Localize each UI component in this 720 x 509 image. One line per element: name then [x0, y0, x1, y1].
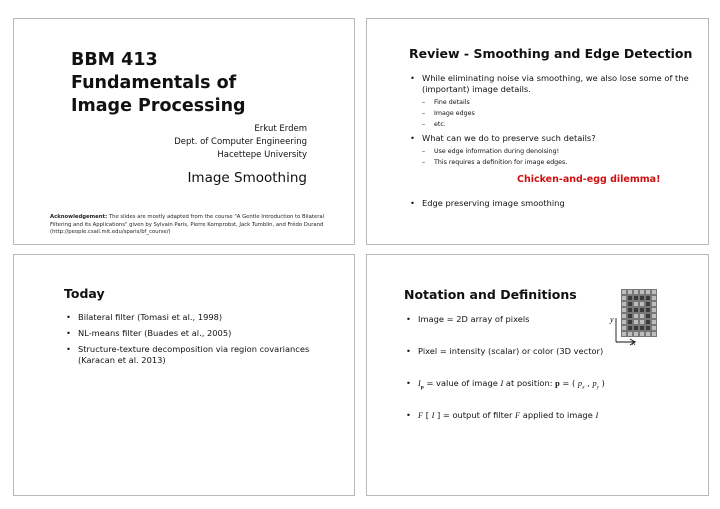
title-line-2: Image Processing	[71, 96, 246, 116]
b3-comma: ,	[584, 378, 593, 388]
title-line-1: Fundamentals of	[71, 73, 237, 93]
symbol-x-sub: x	[582, 384, 585, 391]
symbol-p: p	[555, 379, 560, 388]
symbol-p-sub: p	[420, 384, 424, 391]
review-title: Review - Smoothing and Edge Detection	[409, 46, 693, 61]
review-bullets	[408, 73, 703, 171]
review-bullet-1-line-1: • While eliminating noise via smoothing, we also lose some of the	[422, 73, 689, 83]
notation-bullet-3	[404, 378, 694, 394]
symbol-I-2: I	[500, 379, 504, 388]
b3-eq: = (	[559, 378, 578, 388]
notation-bullet-2: • Pixel = intensity (scalar) or color (3D vector)	[404, 346, 634, 357]
b3-text-2: at position:	[503, 378, 556, 388]
b4-text: = output of filter	[440, 410, 516, 420]
symbol-F-2: F	[515, 411, 521, 420]
notation-bullet-4	[404, 410, 694, 421]
course-code: BBM 413	[71, 50, 158, 70]
notation-bullet-1: • Image = 2D array of pixels	[404, 314, 614, 325]
author-name: Erkut Erdem	[254, 124, 307, 134]
symbol-F: F	[418, 411, 424, 420]
b4-bracket-close: ]	[434, 410, 441, 420]
symbol-py: p	[592, 379, 597, 388]
review-bullet-1	[408, 73, 703, 130]
symbol-y-sub: y	[596, 384, 600, 391]
pixel-cell	[651, 331, 657, 337]
today-bullet-1: • Bilateral filter (Tomasi et al., 1998)	[64, 312, 349, 323]
today-title: Today	[64, 286, 105, 301]
review-sub-4: – Use edge information during denoising!	[422, 146, 703, 157]
review-bullet-3-wrap	[408, 198, 703, 209]
ack-line-2: Filtering and its Applications" given by Sylvain Paris, Pierre Kornprobst, Jack Tumblin, and Frédo Durand	[50, 221, 324, 228]
today-bullet-3	[64, 344, 349, 366]
review-sub-2: – Image edges	[422, 108, 703, 119]
ack-label: Acknowledgement:	[50, 214, 108, 220]
today-bullet-3-line-1: • Structure-texture decomposition via region covariances	[78, 344, 310, 354]
chicken-egg-highlight: Chicken-and-egg dilemma!	[517, 174, 661, 185]
b3-close: )	[599, 378, 605, 388]
acknowledgement	[50, 214, 350, 237]
symbol-I-3: I	[431, 411, 435, 420]
author-university: Hacettepe University	[217, 150, 307, 160]
lecture-topic: Image Smoothing	[187, 170, 307, 186]
today-bullet-3-line-2: (Karacan et al. 2013)	[78, 355, 166, 365]
b4-text-2: applied to image	[520, 410, 596, 420]
review-bullet-3: • Edge preserving image smoothing	[408, 198, 703, 209]
ack-line-3: (http://people.csail.mit.edu/sparis/bf_course/)	[50, 229, 171, 235]
notation-bullet-1-wrap	[404, 314, 614, 325]
notation-title: Notation and Definitions	[404, 287, 577, 302]
review-sub-5: – This requires a definition for image edges.	[422, 157, 703, 168]
axis-y-label: y	[610, 315, 614, 324]
review-sub-1: – Fine details	[422, 97, 703, 108]
axis-x-label: x	[632, 338, 636, 347]
review-bullet-1-line-2: (important) image details.	[422, 84, 531, 94]
symbol-px: p	[577, 379, 583, 388]
b3-text: = value of image	[423, 378, 501, 388]
notation-bullet-2-wrap	[404, 346, 634, 357]
review-bullet-2	[408, 133, 703, 168]
symbol-I: I	[418, 379, 421, 388]
notation-bullet-3-wrap	[404, 378, 694, 394]
b4-bracket-open: [	[423, 410, 432, 420]
symbol-I-4: I	[595, 411, 599, 420]
review-sub-3: – etc.	[422, 119, 703, 130]
today-bullets	[64, 312, 349, 366]
ack-line-1: The slides are mostly adapted from the course "A Gentle Introduction to Bilateral	[108, 214, 325, 220]
today-bullet-2: • NL-means filter (Buades et al., 2005)	[64, 328, 349, 339]
review-bullet-2-text: • What can we do to preserve such details?	[422, 133, 596, 143]
notation-bullet-4-wrap	[404, 410, 694, 421]
author-dept: Dept. of Computer Engineering	[174, 137, 307, 147]
